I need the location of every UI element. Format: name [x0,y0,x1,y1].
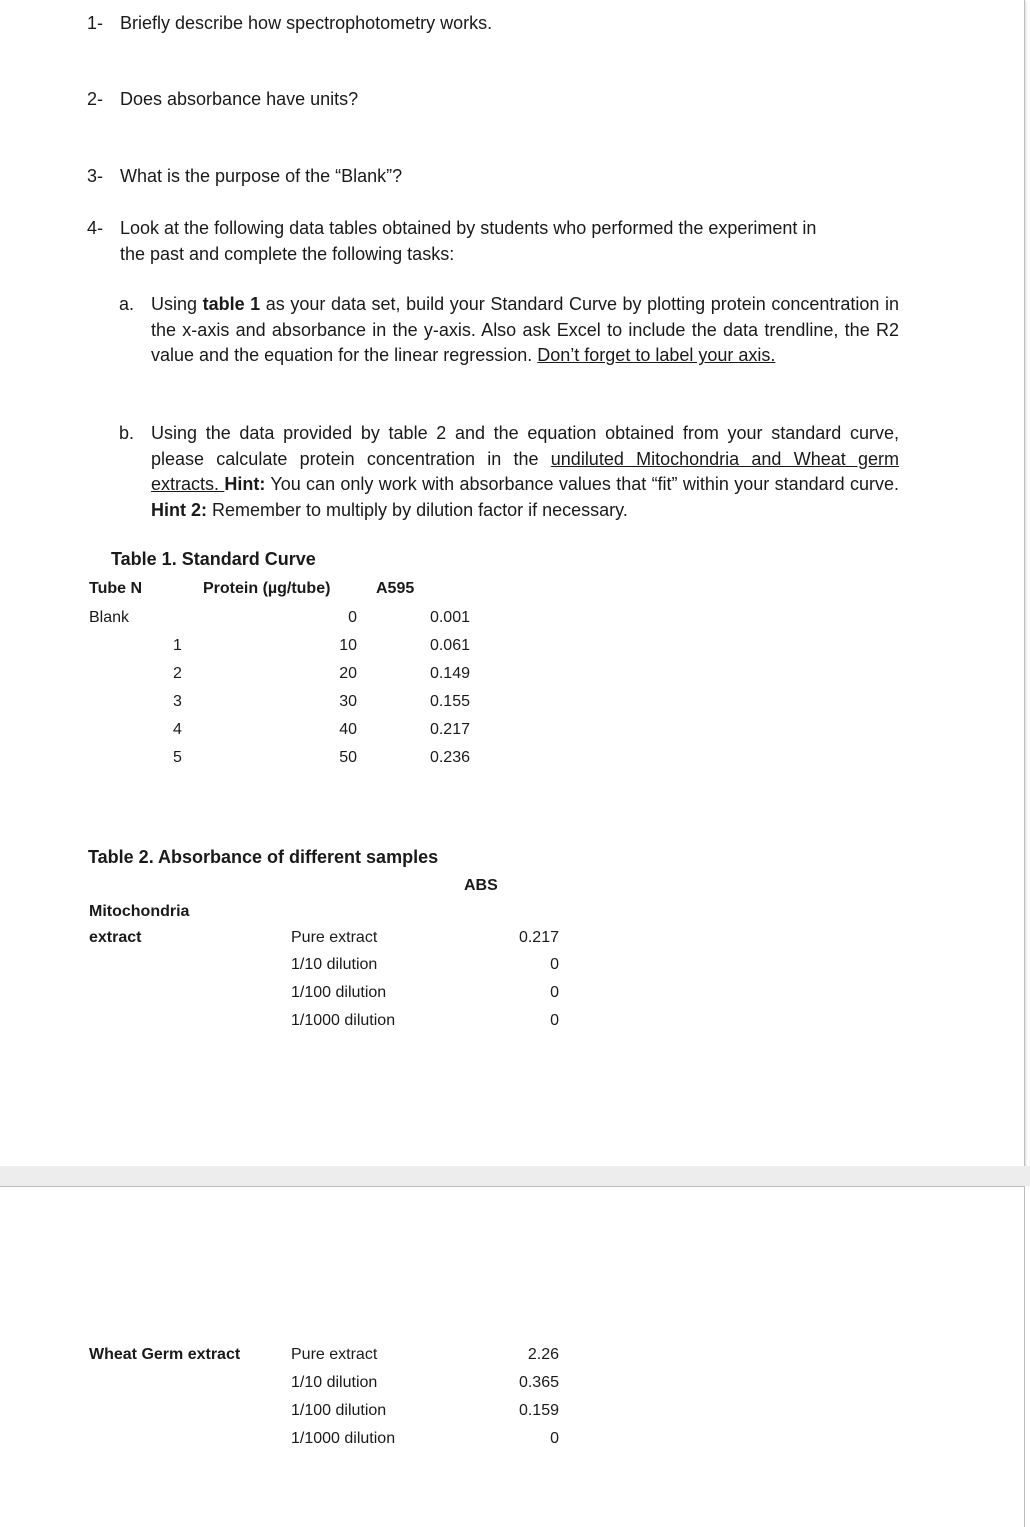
mito-abs: 0 [550,1012,559,1029]
wheat-sample: 1/100 dilution [291,1402,387,1419]
wheat-abs: 2.26 [527,1346,559,1363]
table-1-cell-tube: Blank [89,609,130,626]
table-1-cell-tube: 1 [173,637,182,654]
question-text: Briefly describe how spectrophotometry works. [120,13,493,33]
table-1-cell-protein: 10 [339,637,357,654]
table-1-cell-a595: 0.236 [429,749,470,766]
mito-abs: 0.217 [518,929,559,946]
mito-abs: 0 [550,984,559,1001]
table-1-cell-protein: 40 [339,721,357,738]
table-1-cell-a595: 0.061 [429,637,470,654]
task-a-text: Using table 1 as your data set, build your Standard Curve by plotting protein concentration in the x-axis and absorbance in the y-axis. Also ask Excel to include the data trendline, the R2 value and the equation for the linear regression. Don’t forget to label your axis. [151,294,899,366]
table-1-header-protein: Protein (µg/tube) [203,580,331,597]
task-b-letter: b. [119,423,135,443]
table-1-cell-a595: 0.155 [429,693,470,710]
mito-sample: Pure extract [291,929,378,946]
table-1-cell-protein: 50 [339,749,357,766]
task-b-text: Using the data provided by table 2 and the equation obtained from your standard curve, please calculate protein concentration in the undiluted Mitochondria and Wheat germ extracts. Hint: You can only work with absorbance values that “fit” within your standard curve. Hint 2: Remember to multiply by dilution factor if necessary. [151,423,899,521]
wheat-sample: 1/10 dilution [291,1374,378,1391]
wheat-abs: 0.365 [518,1374,559,1391]
question-text-line-2: the past and complete the following tasks: [120,244,455,264]
table-1-cell-tube: 5 [173,749,182,766]
table-1-cell-protein: 20 [339,665,357,682]
question-number: 4- [87,218,104,238]
mito-label-line-2: extract [89,929,142,946]
document-page-2 [0,1186,1025,1527]
mito-sample: 1/10 dilution [291,956,378,973]
question-text: Does absorbance have units? [120,89,359,109]
question-number: 1- [87,13,104,33]
wheat-abs: 0 [550,1430,559,1447]
table-1-cell-a595: 0.001 [429,609,470,626]
wheat-sample: Pure extract [291,1346,378,1363]
table-2-title: Table 2. Absorbance of different samples [88,847,439,867]
table-1-cell-protein: 0 [348,609,357,626]
wheat-abs: 0.159 [518,1402,559,1419]
wheat-sample: 1/1000 dilution [291,1430,396,1447]
table-1-cell-tube: 4 [173,721,182,738]
table-1-cell-tube: 2 [173,665,182,682]
wheat-label: Wheat Germ extract [89,1346,241,1363]
table-1-cell-protein: 30 [339,693,357,710]
mito-label-line-1: Mitochondria [89,903,190,920]
question-text: What is the purpose of the “Blank”? [120,166,403,186]
question-number: 2- [87,89,104,109]
mito-abs: 0 [550,956,559,973]
table-1-header-a595: A595 [376,580,415,597]
table-1-cell-a595: 0.149 [429,665,470,682]
question-number: 3- [87,166,104,186]
mito-sample: 1/1000 dilution [291,1012,396,1029]
page-gap [0,1166,1030,1186]
question-text-line-1: Look at the following data tables obtained by students who performed the experiment in [120,218,817,238]
table-2-header-abs: ABS [464,877,498,894]
table-1-title: Table 1. Standard Curve [111,549,316,569]
table-1-cell-tube: 3 [173,693,182,710]
question-4 [0,215,1000,267]
table-1-cell-a595: 0.217 [429,721,470,738]
mito-sample: 1/100 dilution [291,984,387,1001]
table-1-header-tube: Tube N [89,580,143,597]
task-a-letter: a. [119,294,135,314]
